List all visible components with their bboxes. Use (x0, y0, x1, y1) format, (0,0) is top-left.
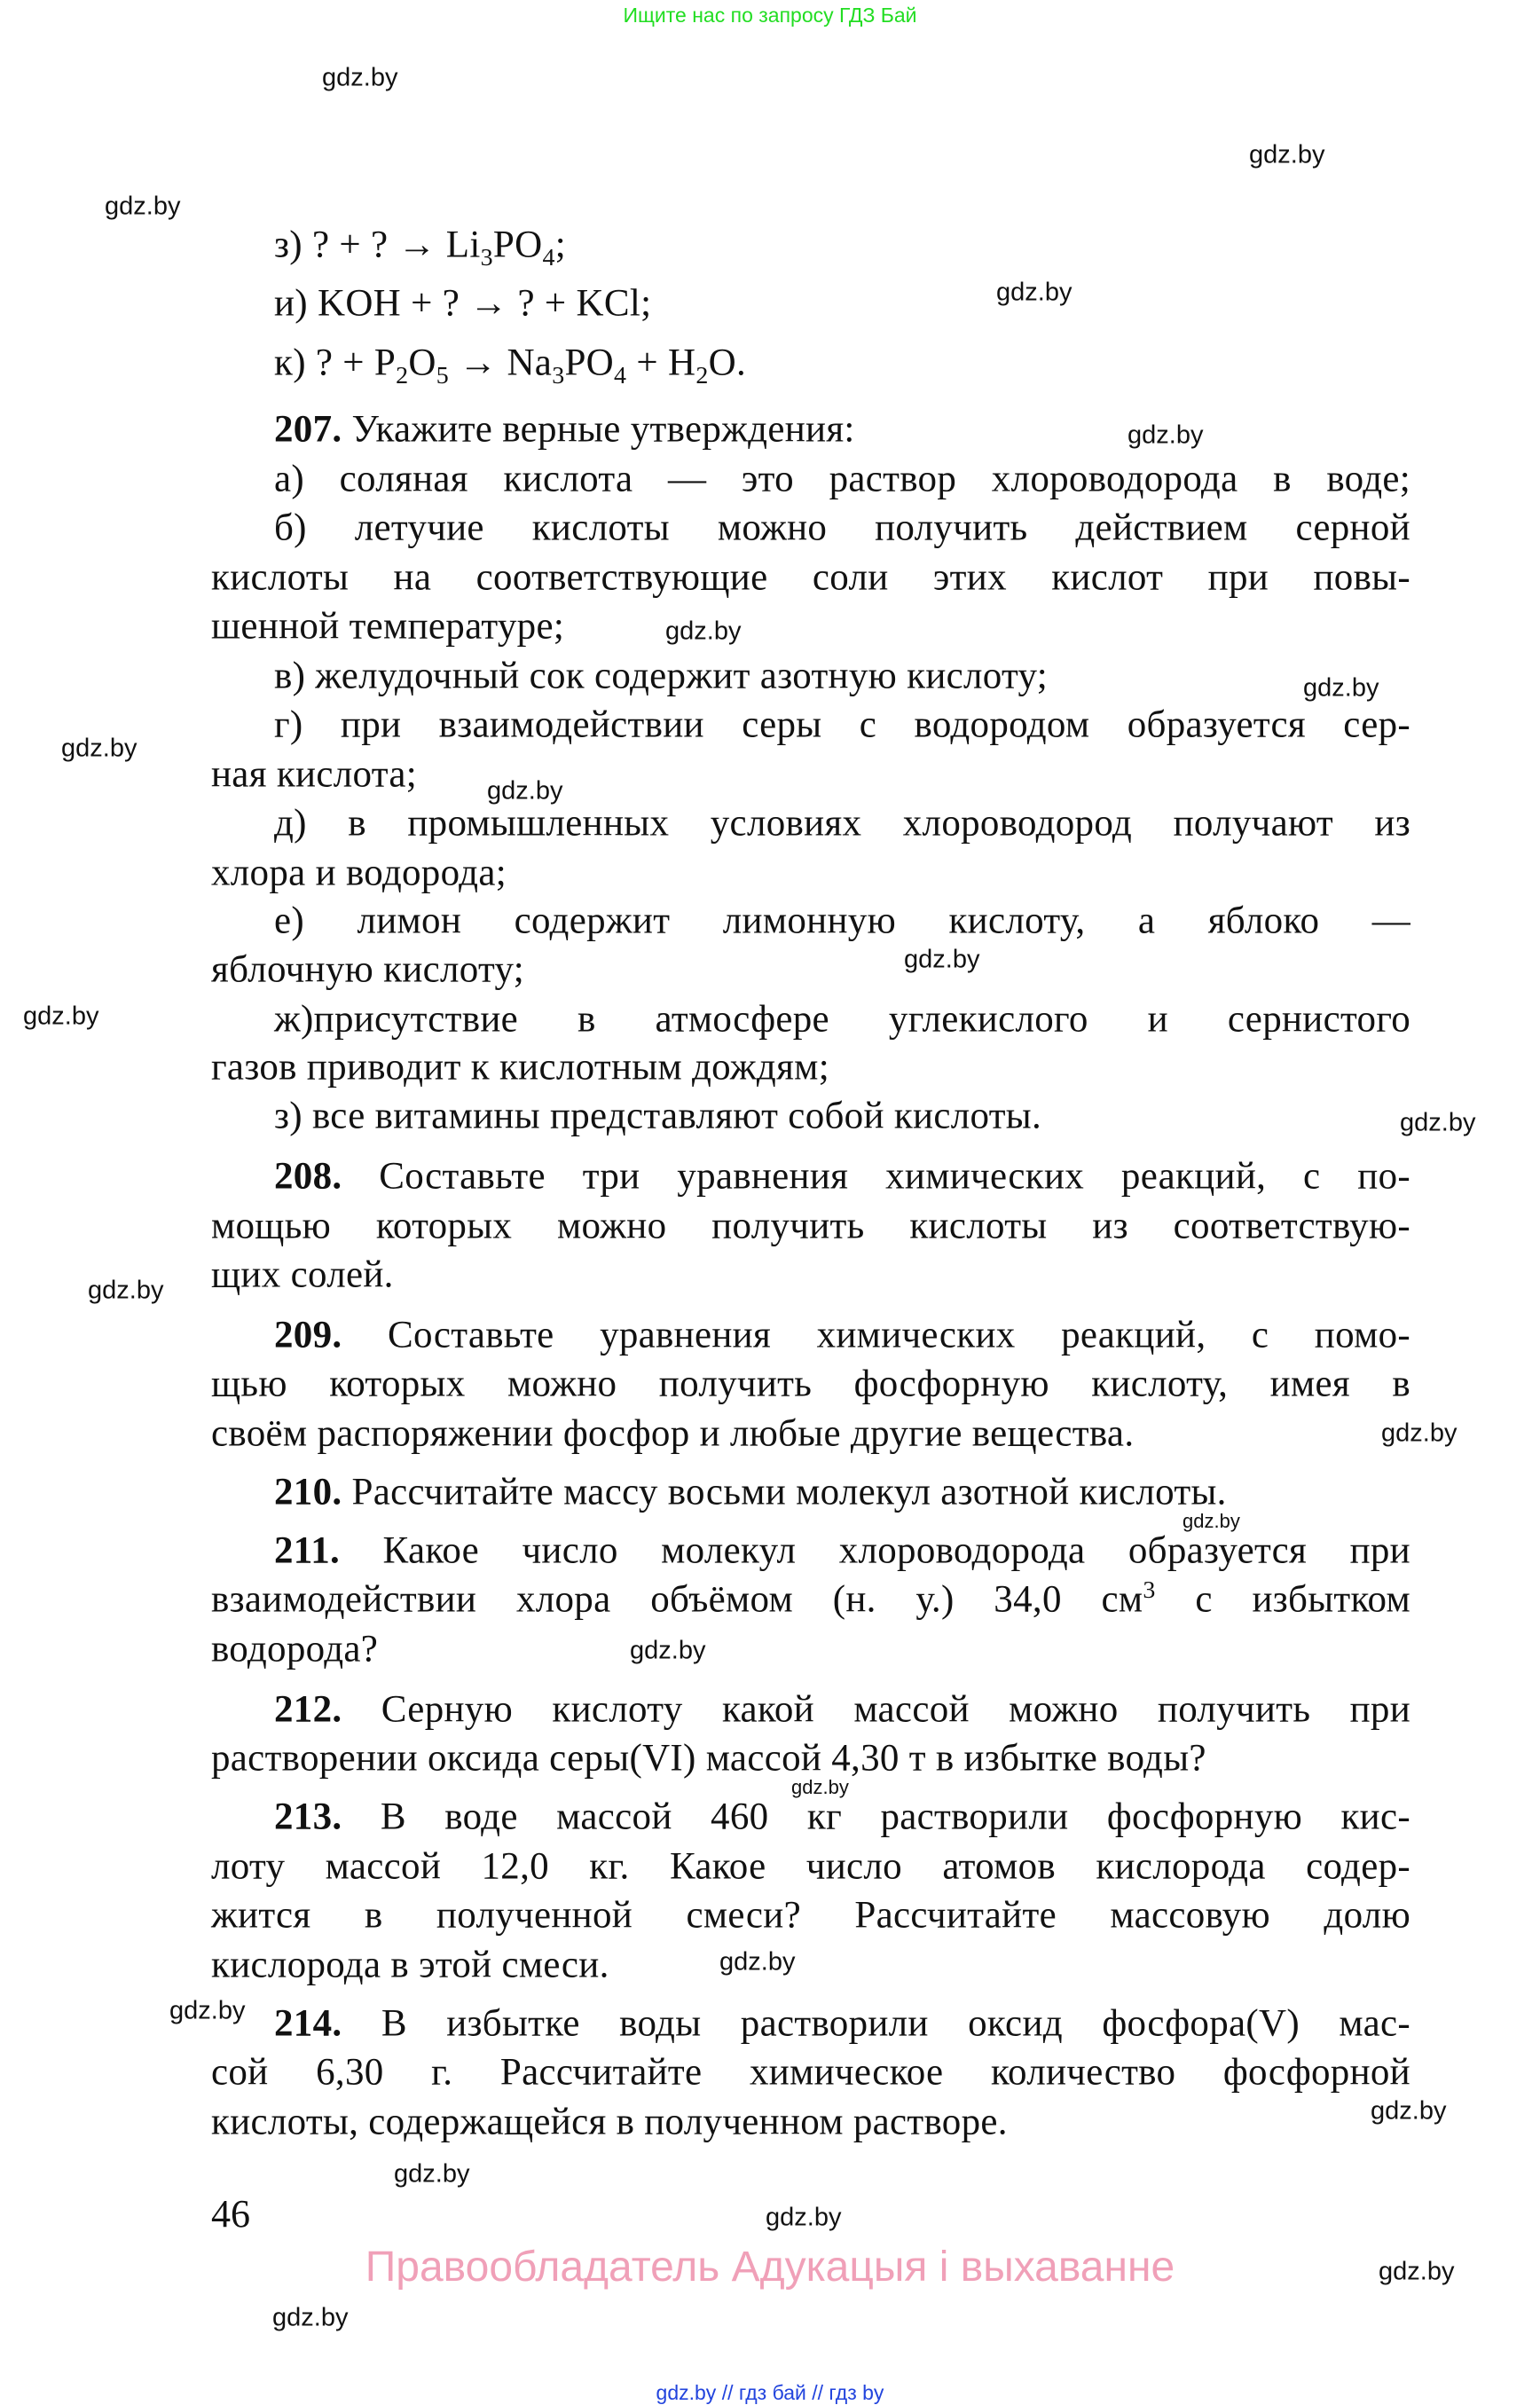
gdz-watermark: gdz.by (1381, 1419, 1458, 1448)
text-line (274, 656, 1410, 695)
page-number: 46 (211, 2192, 250, 2236)
text-segment: яблочную кислоту; (211, 948, 525, 991)
text-segment: з) все витамины представляют собой кислоты. (274, 1095, 1042, 1137)
gdz-watermark: gdz.by (791, 1776, 849, 1798)
text-segment: 3 (1143, 1576, 1156, 1605)
text-line (211, 605, 1410, 648)
text-line (274, 460, 1410, 498)
text-line (211, 1894, 1410, 1937)
text-line (274, 342, 1473, 389)
text-line (211, 1364, 1410, 1403)
exercise-number: 210. (274, 1471, 342, 1513)
text-segment: Составьте уравнения химических реакций, с помо- (342, 1314, 1410, 1356)
text-segment: жится в полученной смеси? Рассчитайте массовую долю (211, 1894, 1410, 1937)
text-segment: к) ? + P (274, 342, 397, 384)
text-segment: 4 (614, 361, 627, 389)
text-line (274, 408, 1410, 451)
exercise-number: 211. (274, 1529, 341, 1572)
text-segment: водорода? (211, 1628, 379, 1670)
gdz-watermark: gdz.by (105, 192, 181, 221)
exercise-number: 209. (274, 1314, 342, 1356)
text-line (211, 2051, 1410, 2094)
text-segment: мощью которых можно получить кислоты из соответствую- (211, 1205, 1410, 1247)
text-segment: д) в промышленных условиях хлороводород получают из (274, 802, 1410, 845)
text-segment: 4 (542, 243, 555, 271)
text-line (211, 948, 1410, 991)
text-segment: Укажите верные утверждения: (342, 408, 855, 451)
text-line (274, 1096, 1410, 1135)
text-segment: хлора и водорода; (211, 852, 507, 894)
text-line (211, 556, 1410, 599)
text-line (211, 1576, 1410, 1621)
text-line (274, 1155, 1410, 1198)
gdz-watermark: gdz.by (61, 734, 138, 763)
gdz-watermark: gdz.by (394, 2159, 470, 2189)
text-line (274, 1796, 1410, 1838)
text-segment: Составьте три уравнения химических реакций, с по- (342, 1155, 1410, 1198)
text-segment: газов приводит к кислотным дождям; (211, 1046, 829, 1089)
text-line (211, 2102, 1410, 2141)
exercise-number: 207. (274, 408, 342, 451)
exercise-number: 212. (274, 1688, 342, 1731)
gdz-watermark: gdz.by (1400, 1108, 1476, 1137)
text-segment: кислоты на соответствующие соли этих кислот при повы- (211, 556, 1410, 599)
text-segment: В воде массой 460 кг растворили фосфорную кис- (342, 1796, 1410, 1838)
gdz-watermark: gdz.by (1371, 2096, 1447, 2126)
text-segment: 5 (436, 361, 450, 389)
text-segment: Какое число молекул хлороводорода образуется при (340, 1529, 1410, 1572)
text-segment: кислоты, содержащейся в полученном растворе. (211, 2101, 1008, 2143)
text-line (211, 1630, 1410, 1668)
text-line (211, 1254, 1410, 1296)
text-segment: з) ? + ? → Li (274, 224, 481, 266)
text-line (211, 1046, 1410, 1089)
text-line (274, 1529, 1410, 1572)
text-segment: 3 (552, 361, 565, 389)
text-line (274, 998, 1410, 1041)
text-line (274, 802, 1410, 845)
gdz-watermark: gdz.by (996, 278, 1072, 307)
text-line (211, 1412, 1410, 1455)
top-search-banner: Ищите нас по запросу ГДЗ Бай (623, 4, 917, 27)
text-line (274, 900, 1410, 942)
gdz-watermark: gdz.by (1249, 140, 1325, 169)
text-segment: Серную кислоту какой массой можно получить при (342, 1688, 1410, 1731)
text-segment: сой 6,30 г. Рассчитайте химическое количество фосфорной (211, 2051, 1410, 2094)
text-segment: 3 (480, 243, 493, 271)
text-segment: ; (554, 224, 566, 266)
text-line (274, 1688, 1410, 1731)
gdz-watermark: gdz.by (322, 63, 398, 92)
text-line (274, 224, 1473, 271)
text-segment: своём распоряжении фосфор и любые другие вещества. (211, 1412, 1135, 1455)
text-segment: O (408, 342, 436, 384)
text-line (274, 282, 1473, 325)
gdz-watermark: gdz.by (1303, 673, 1379, 703)
text-line (211, 1737, 1410, 1780)
text-segment: ная кислота; (211, 753, 417, 796)
gdz-watermark: gdz.by (1379, 2257, 1455, 2286)
text-segment: + H (626, 342, 696, 384)
exercise-number: 214. (274, 2002, 342, 2045)
text-line (211, 853, 1410, 892)
text-segment: е) лимон содержит лимонную кислоту, а яблоко — (274, 900, 1410, 942)
exercise-number: 213. (274, 1796, 342, 1838)
text-segment: В избытке воды растворили оксид фосфора(V) мас- (342, 2002, 1410, 2045)
exercise-number: 208. (274, 1155, 342, 1198)
text-segment: O. (708, 342, 747, 384)
text-segment: шенной температуре; (211, 605, 565, 648)
gdz-watermark: gdz.by (630, 1636, 706, 1665)
text-segment: с избытком (1155, 1578, 1410, 1621)
copyright-notice: Правообладатель Адукацыя і выхаванне (365, 2244, 1175, 2291)
text-segment: → Na (449, 342, 553, 384)
text-line (274, 1316, 1410, 1354)
text-segment: ж)присутствие в атмосфере углекислого и сернистого (274, 998, 1410, 1041)
text-segment: Рассчитайте массу восьми молекул азотной кислоты. (342, 1471, 1227, 1513)
gdz-watermark: gdz.by (272, 2303, 349, 2332)
gdz-watermark: gdz.by (1128, 420, 1204, 450)
text-segment: а) соляная кислота — это раствор хлороводорода в воде; (274, 458, 1410, 500)
text-segment: PO (492, 224, 543, 266)
gdz-watermark: gdz.by (23, 1002, 99, 1031)
footer-links[interactable]: gdz.by // гдз бай // гдз by (656, 2381, 884, 2404)
gdz-watermark: gdz.by (88, 1276, 164, 1305)
text-line (211, 1206, 1410, 1245)
text-segment: PO (564, 342, 615, 384)
text-segment: щих солей. (211, 1254, 394, 1296)
text-segment: кислорода в этой смеси. (211, 1944, 609, 1986)
gdz-watermark: gdz.by (719, 1947, 796, 1977)
text-segment: б) летучие кислоты можно получить действием серной (274, 507, 1410, 549)
text-line (274, 703, 1410, 746)
text-line (211, 1845, 1410, 1888)
gdz-watermark: gdz.by (766, 2203, 842, 2232)
text-segment: г) при взаимодействии серы с водородом образуется сер- (274, 703, 1410, 746)
text-segment: в) желудочный сок содержит азотную кислоту; (274, 655, 1049, 697)
gdz-watermark: gdz.by (487, 776, 563, 806)
text-segment: щью которых можно получить фосфорную кислоту, имея в (211, 1363, 1410, 1405)
gdz-watermark: gdz.by (665, 617, 742, 646)
text-segment: лоту массой 12,0 кг. Какое число атомов кислорода содер- (211, 1845, 1410, 1888)
text-line (211, 753, 1410, 796)
text-segment: 2 (695, 361, 709, 389)
text-segment: и) KOH + ? → ? + KCl; (274, 282, 652, 325)
gdz-watermark: gdz.by (169, 1996, 246, 2025)
text-segment: взаимодействии хлора объёмом (н. у.) 34,0 см (211, 1578, 1143, 1621)
text-line (274, 2002, 1410, 2045)
text-line (274, 1473, 1410, 1511)
text-line (211, 1945, 1410, 1984)
gdz-watermark: gdz.by (904, 945, 980, 974)
gdz-watermark: gdz.by (1182, 1510, 1240, 1532)
text-line (274, 507, 1410, 549)
text-segment: растворении оксида серы(VI) массой 4,30 т в избытке воды? (211, 1737, 1206, 1780)
text-segment: 2 (396, 361, 409, 389)
